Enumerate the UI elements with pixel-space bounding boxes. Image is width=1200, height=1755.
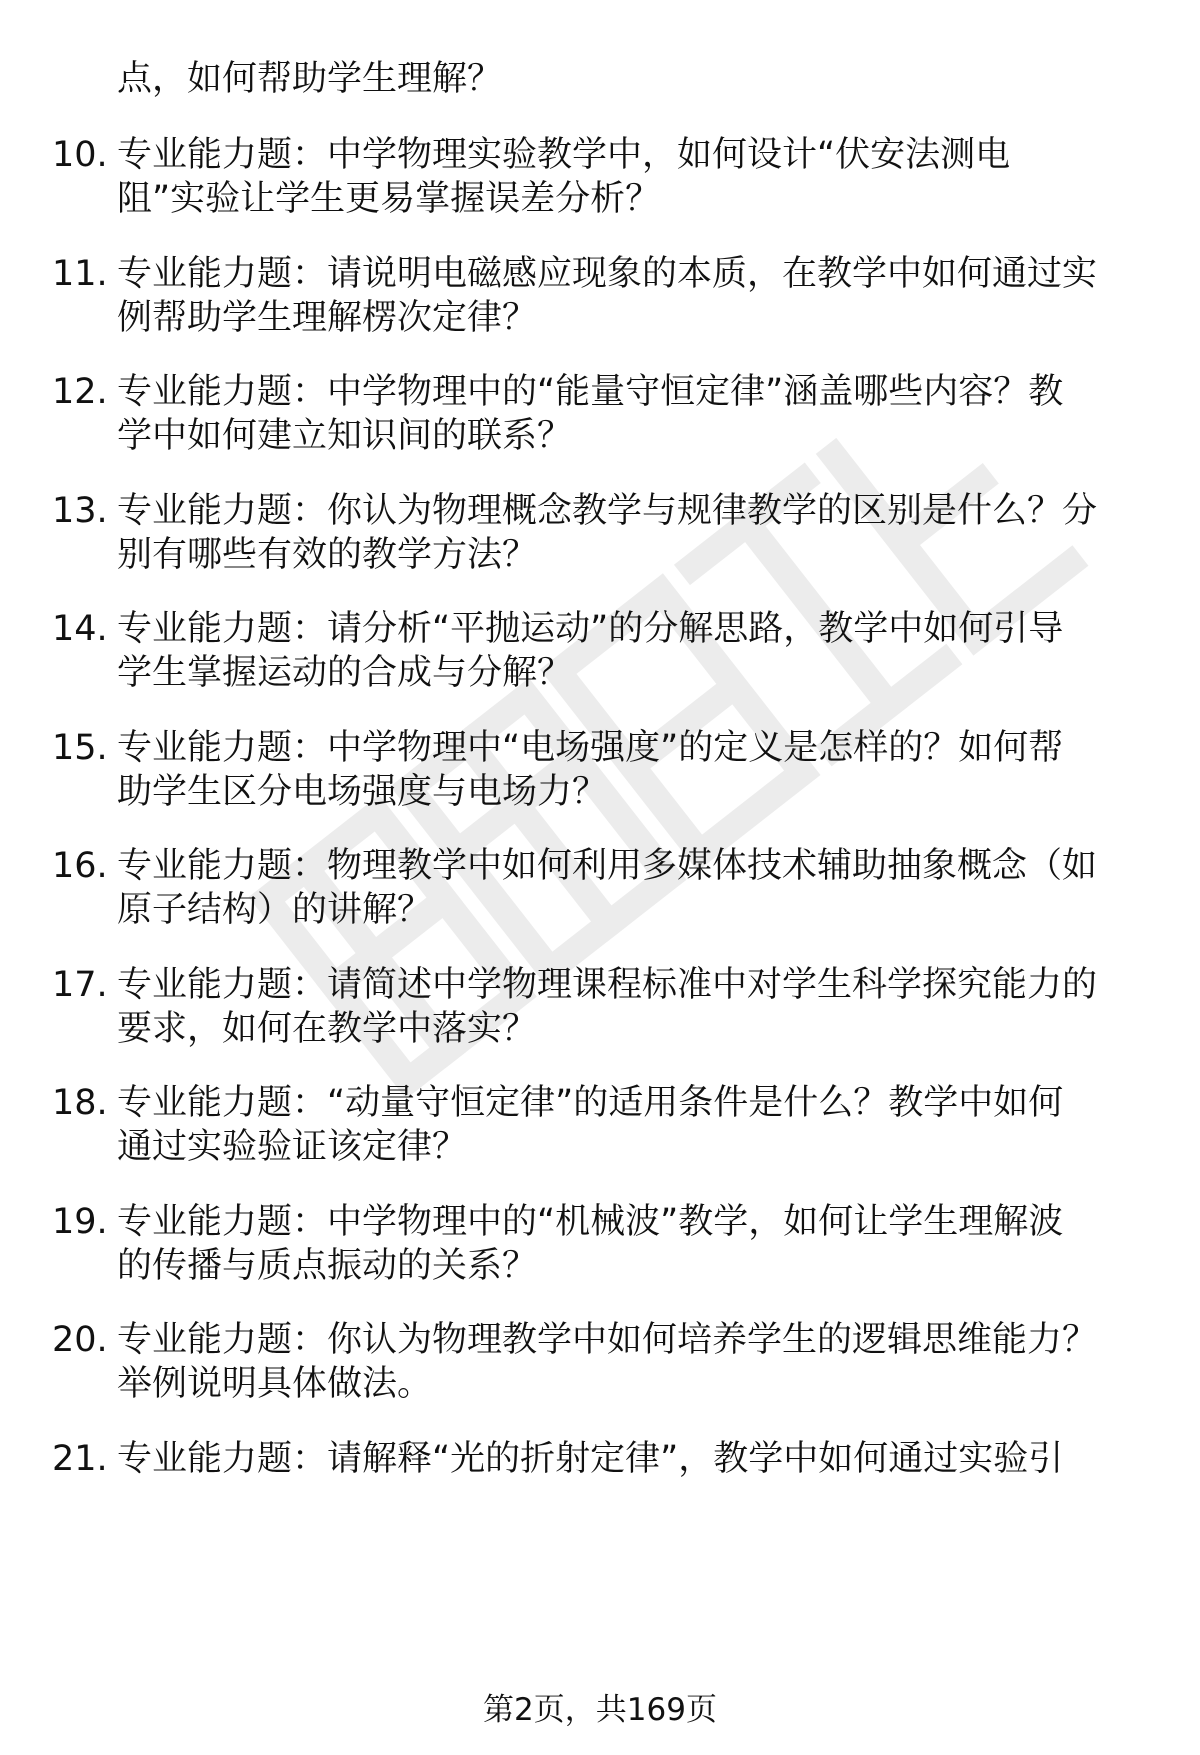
item-line: 专业能力题：中学物理中的“能量守恒定律”涵盖哪些内容？教: [117, 372, 1064, 412]
item-number: 15.: [52, 728, 108, 768]
item-line: 专业能力题：中学物理中“电场强度”的定义是怎样的？如何帮: [117, 728, 1064, 768]
item-line: 原子结构）的讲解？: [117, 890, 433, 930]
item-number: 19.: [52, 1202, 108, 1242]
item-number: 21.: [52, 1439, 108, 1479]
item-line: 的传播与质点振动的关系？: [117, 1246, 538, 1286]
item-line: 学中如何建立知识间的联系？: [117, 416, 573, 456]
item-line: 专业能力题：请分析“平抛运动”的分解思路，教学中如何引导: [117, 609, 1064, 649]
page-footer: 第2页，共169页: [483, 1692, 717, 1728]
item-number: 16.: [52, 846, 108, 886]
item-line: 举例说明具体做法。: [117, 1364, 433, 1404]
item-line: 专业能力题：请简述中学物理课程标准中对学生科学探究能力的: [117, 965, 1098, 1005]
item-line: 专业能力题：请解释“光的折射定律”，教学中如何通过实验引: [117, 1439, 1064, 1479]
item-line: 专业能力题：中学物理实验教学中，如何设计“伏安法测电: [117, 135, 1011, 175]
item-number: 12.: [52, 372, 108, 412]
item-number: 20.: [52, 1320, 108, 1360]
item-number: 18.: [52, 1083, 108, 1123]
item-line: 助学生区分电场强度与电场力？: [117, 772, 608, 812]
item-line: 学生掌握运动的合成与分解？: [117, 653, 573, 693]
item-number: 13.: [52, 491, 108, 531]
item-line: 专业能力题：中学物理中的“机械波”教学，如何让学生理解波: [117, 1202, 1064, 1242]
item-number: 11.: [52, 254, 108, 294]
item-line: 阻”实验让学生更易掌握误差分析？: [117, 179, 661, 219]
item-line: 专业能力题：“动量守恒定律”的适用条件是什么？教学中如何: [117, 1083, 1064, 1123]
item-line: 专业能力题：你认为物理概念教学与规律教学的区别是什么？分: [117, 491, 1098, 531]
item-line: 专业能力题：物理教学中如何利用多媒体技术辅助抽象概念（如: [117, 846, 1098, 886]
item-number: 17.: [52, 965, 108, 1005]
item-line: 通过实验验证该定律？: [117, 1127, 468, 1167]
item-number: 10.: [52, 135, 108, 175]
carryover-line: 点，如何帮助学生理解？: [117, 59, 503, 99]
item-line: 要求，如何在教学中落实？: [117, 1009, 538, 1049]
item-line: 例帮助学生理解楞次定律？: [117, 298, 538, 338]
item-line: 专业能力题：请说明电磁感应现象的本质，在教学中如何通过实: [117, 254, 1098, 294]
item-number: 14.: [52, 609, 108, 649]
item-line: 专业能力题：你认为物理教学中如何培养学生的逻辑思维能力？: [117, 1320, 1098, 1360]
item-line: 别有哪些有效的教学方法？: [117, 535, 538, 575]
